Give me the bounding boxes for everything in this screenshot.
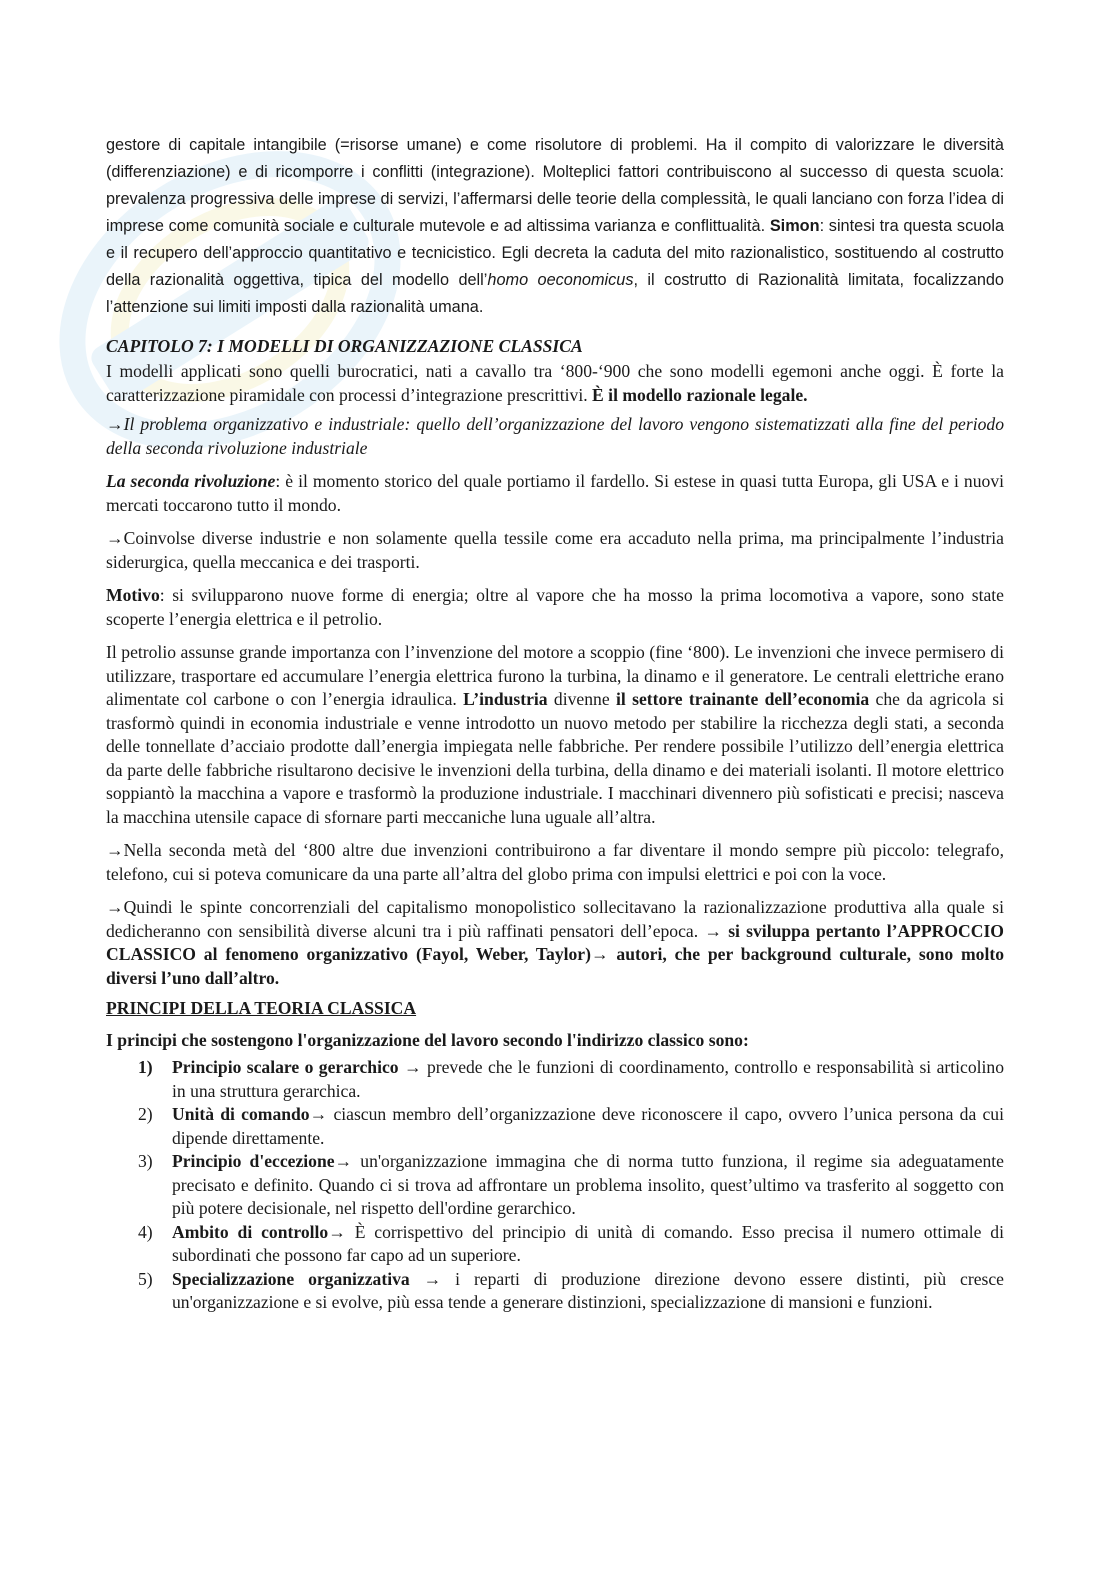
chapter-paragraph-4: →Coinvolse diverse industrie e non solamente quella tessile come era accaduto nella prima, ma principalmente l’industria siderurgica, quella meccanica e dei trasporti.	[106, 528, 1004, 572]
list-item: 2) Unità di comando→ ciascun membro dell’organizzazione deve riconoscere il capo, ovvero l’unica persona da cui dipende direttamente.	[138, 1104, 1004, 1148]
principles-lead: I principi che sostengono l'organizzazione del lavoro secondo l'indirizzo classico sono:	[106, 1030, 749, 1050]
list-item: 4) Ambito di controllo→ È corrispettivo del principio di unità di comando. Esso precisa il numero ottimale di subordinati che possono far capo ad un superiore.	[138, 1221, 1004, 1265]
homo-oeconomicus: homo oeconomicus	[487, 271, 634, 289]
chapter-paragraph-3: La seconda rivoluzione: è il momento storico del quale portiamo il fardello. Si estese in quasi tutta Europa, gli USA e i nuovi mercati toccarono tutto il mondo.	[106, 471, 1005, 515]
chapter-paragraph-7: →Nella seconda metà del ‘800 altre due invenzioni contribuirono a far diventare il mondo sempre più piccolo: telegrafo, telefono, cui si poteva comunicare da una parte all’altra del globo prima con impulsi elettrici e poi con la voce.	[106, 840, 1004, 884]
chapter-title: CAPITOLO 7: I MODELLI DI ORGANIZZAZIONE CLASSICA	[106, 336, 583, 356]
simon-name: Simon	[769, 217, 820, 235]
list-item: 5) Specializzazione organizzativa → i reparti di produzione direzione devono essere distinti, più cresce un'organizzazione e si evolve, più essa tende a generare distinzioni, specializzazione di mansioni e funzioni.	[138, 1268, 1004, 1312]
chapter-paragraph-8: →Quindi le spinte concorrenziali del capitalismo monopolistico sollecitavano la razionalizzazione produttiva alla quale si dedicheranno con sensibilità diverse alcuni tra i più raffinati pensatori dell’epoca. → si sviluppa pertanto l’APPROCCIO CLASSICO al fenomeno organizzativo (Fayol, Weber, Taylor)→ autori, che per background culturale, sono molto diversi l’uno dall’altro.	[106, 897, 1004, 988]
principles-title: PRINCIPI DELLA TEORIA CLASSICA	[106, 998, 417, 1018]
list-item: 1) Principio scalare o gerarchico → prevede che le funzioni di coordinamento, controllo e responsabilità si articolino in una struttura gerarchica.	[138, 1057, 1004, 1101]
chapter-paragraph-2: →Il problema organizzativo e industriale: quello dell’organizzazione del lavoro vengono sistematizzati alla fine del periodo della seconda rivoluzione industriale	[106, 414, 1004, 458]
intro-paragraph: gestore di capitale intangibile (=risorse umane) e come risolutore di problemi. Ha il compito di valorizzare le diversità (differenziazione) e di ricomporre i conflitti (integrazione). Molteplici fattori contribuiscono al successo di questa scuola: prevalenza progressiva delle imprese di servizi, l’affermarsi delle teorie della complessità, le quali lanciano con forza l’idea di imprese come comunità sociale e culturale mutevole e ad altissima varianza e conflittualità. Simon: sintesi tra questa scuola e il recupero dell’approccio quantitativo e tecnicistico. Egli decreta la caduta del mito razionalistico, sostituendo al costrutto della razionalità oggettiva, tipica del modello dell’homo oeconomicus, il costrutto di Razionalità limitata, focalizzando l’attenzione sui limiti imposti dalla razionalità umana.	[106, 136, 1004, 316]
principles-list	[106, 1056, 1004, 1315]
document-page	[106, 132, 1004, 1315]
chapter-paragraph-1: I modelli applicati sono quelli burocratici, nati a cavallo tra ‘800-‘900 che sono modelli egemoni anche oggi. È forte la caratterizzazione piramidale con processi d’integrazione prescrittivi. È il modello razionale legale.	[106, 361, 1004, 405]
chapter-paragraph-6: Il petrolio assunse grande importanza con l’invenzione del motore a scoppio (fine ‘800). Le invenzioni che invece permisero di utilizzare, trasportare ed accumulare l’energia elettrica furono la turbina, la dinamo e il generatore. Le centrali elettriche erano alimentate col carbone o con l’energia idraulica. L’industria divenne il settore trainante dell’economia che da agricola si trasformò quindi in economia industriale e venne introdotto un nuovo metodo per stabilire la ricchezza degli stati, a seconda delle tonnellate d’acciaio prodotte dall’energia impiegata nelle fabbriche. Per rendere possibile l’utilizzo dell’energia elettrica da parte delle fabbriche risultarono decisive le invenzioni della turbina, della dinamo e dei materiali isolanti. Il motore elettrico soppiantò la macchina a vapore e trasformò la produzione industriale. I macchinari divennero più sofisticati e precisi; nasceva la macchina utensile capace di sfornare parti meccaniche luna uguale all’altra.	[106, 642, 1004, 827]
chapter-paragraph-5: Motivo: si svilupparono nuove forme di energia; oltre al vapore che ha mosso la prima locomotiva a vapore, sono state scoperte l’energia elettrica e il petrolio.	[106, 585, 1004, 629]
list-item: 3) Principio d'eccezione→ un'organizzazione immagina che di norma tutto funziona, il regime sia adeguatamente precisato e definito. Quando ci si trova ad affrontare un problema insolito, quest’ultimo va trasferito al soggetto con più potere decisionale, nel rispetto dell'ordine gerarchico.	[138, 1151, 1004, 1218]
